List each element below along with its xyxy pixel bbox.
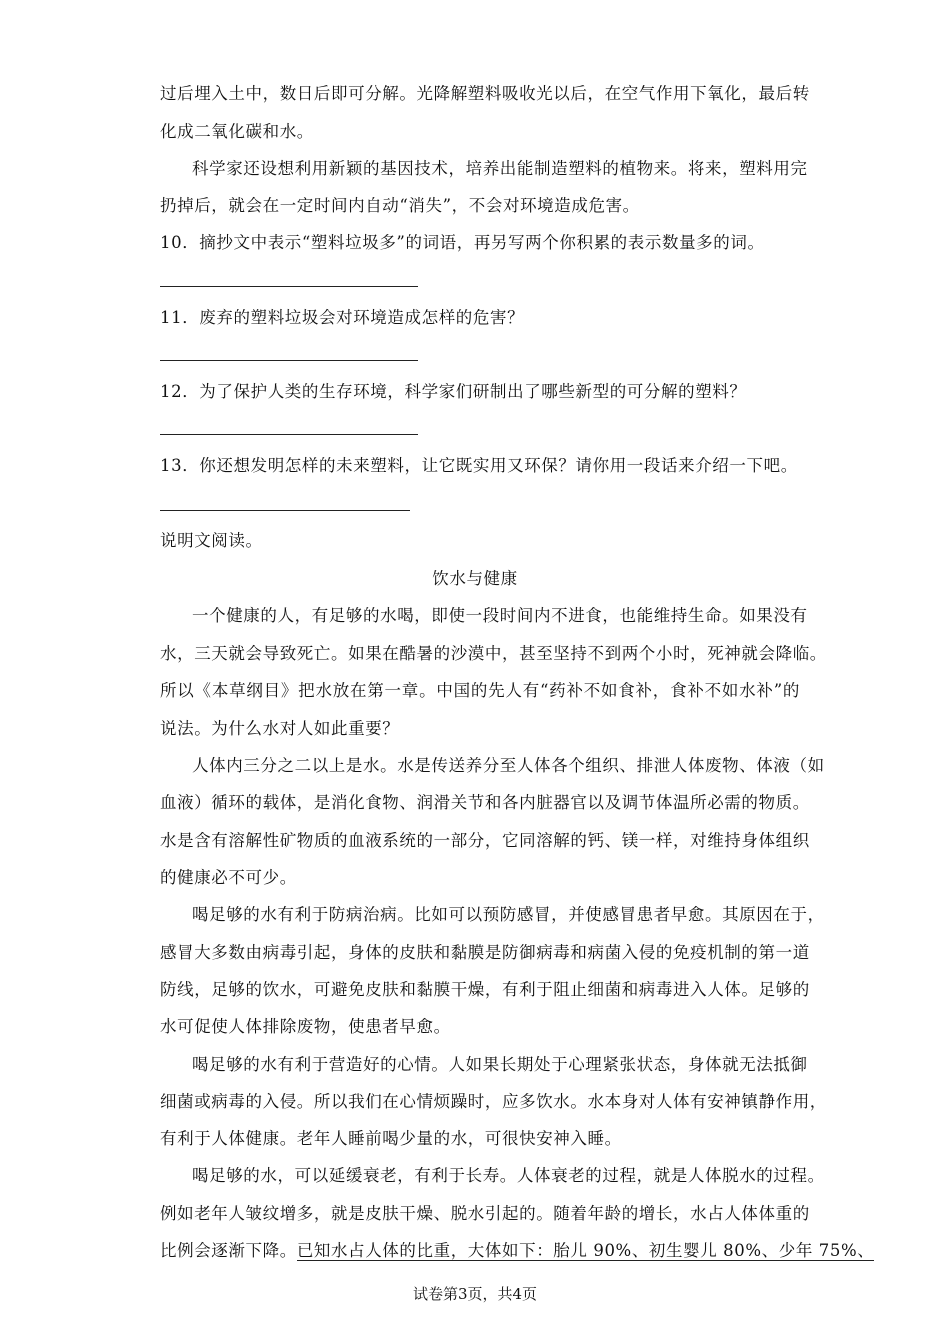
passage2-line: 说法。为什么水对人如此重要？ — [160, 719, 400, 738]
answer-blank-11[interactable] — [160, 360, 418, 361]
passage2-last-line — [160, 1237, 875, 1261]
question-13: 13．你还想发明怎样的未来塑料，让它既实用又环保？请你用一段话来介绍一下吧。 — [160, 456, 798, 475]
passage2-line: 有利于人体健康。老年人睡前喝少量的水，可很快安神入睡。 — [160, 1129, 622, 1148]
passage1-line: 扔掉后，就会在一定时间内自动“消失”，不会对环境造成危害。 — [160, 196, 640, 215]
passage2-title: 饮水与健康 — [432, 569, 518, 588]
passage2-line: 所以《本草纲目》把水放在第一章。中国的先人有“药补不如食补，食补不如水补”的 — [160, 681, 800, 700]
passage2-line: 的健康必不可少。 — [160, 868, 297, 887]
passage2-line: 防线，足够的饮水，可避免皮肤和黏膜干燥，有利于阻止细菌和病毒进入人体。足够的 — [160, 980, 810, 999]
passage2-line: 水是含有溶解性矿物质的血液系统的一部分，它同溶解的钙、镁一样，对维持身体组织 — [160, 831, 810, 850]
passage2-line: 喝足够的水有利于防病治病。比如可以预防感冒，并使感冒患者早愈。其原因在于， — [192, 905, 825, 924]
passage1-line: 过后埋入土中，数日后即可分解。光降解塑料吸收光以后，在空气作用下氧化，最后转 — [160, 84, 810, 103]
passage2-line: 感冒大多数由病毒引起，身体的皮肤和黏膜是防御病毒和病菌入侵的免疫机制的第一道 — [160, 943, 810, 962]
passage2-line: 水，三天就会导致死亡。如果在酷暑的沙漠中，甚至坚持不到两个小时，死神就会降临。 — [160, 644, 827, 663]
answer-blank-13[interactable] — [160, 510, 410, 511]
answer-blank-12[interactable] — [160, 434, 418, 435]
question-12: 12．为了保护人类的生存环境，科学家们研制出了哪些新型的可分解的塑料？ — [160, 382, 747, 401]
passage2-line: 人体内三分之二以上是水。水是传送养分至人体各个组织、排泄人体废物、体液（如 — [192, 756, 825, 775]
passage1-line: 科学家还设想利用新颖的基因技术，培养出能制造塑料的植物来。将来，塑料用完 — [192, 159, 808, 178]
section-label: 说明文阅读。 — [160, 531, 263, 550]
page-footer: 试卷第3页，共4页 — [412, 1285, 538, 1303]
answer-blank-10[interactable] — [160, 286, 418, 287]
passage2-line: 血液）循环的载体，是消化食物、润滑关节和各内脏器官以及调节体温所必需的物质。 — [160, 793, 810, 812]
passage2-line: 喝足够的水有利于营造好的心情。人如果长期处于心理紧张状态，身体就无法抵御 — [192, 1055, 808, 1074]
passage2-line: 比例会逐渐下降。 — [160, 1241, 297, 1260]
passage2-line: 一个健康的人，有足够的水喝，即使一段时间内不进食，也能维持生命。如果没有 — [192, 606, 808, 625]
question-11: 11．废弃的塑料垃圾会对环境造成怎样的危害？ — [160, 308, 525, 327]
underlined-data: 已知水占人体的比重，大体如下：胎儿 90%、初生婴儿 80%、少年 75%、 — [296, 1241, 875, 1260]
passage2-line: 细菌或病毒的入侵。所以我们在心情烦躁时，应多饮水。水本身对人体有安神镇静作用， — [160, 1092, 827, 1111]
question-10: 10．摘抄文中表示“塑料垃圾多”的词语，再另写两个你积累的表示数量多的词。 — [160, 233, 765, 252]
passage1-line: 化成二氧化碳和水。 — [160, 122, 314, 141]
passage2-line: 例如老年人皱纹增多，就是皮肤干燥、脱水引起的。随着年龄的增长，水占人体体重的 — [160, 1204, 810, 1223]
passage2-line: 喝足够的水，可以延缓衰老，有利于长寿。人体衰老的过程，就是人体脱水的过程。 — [192, 1166, 825, 1185]
passage2-line: 水可促使人体排除废物，使患者早愈。 — [160, 1017, 451, 1036]
